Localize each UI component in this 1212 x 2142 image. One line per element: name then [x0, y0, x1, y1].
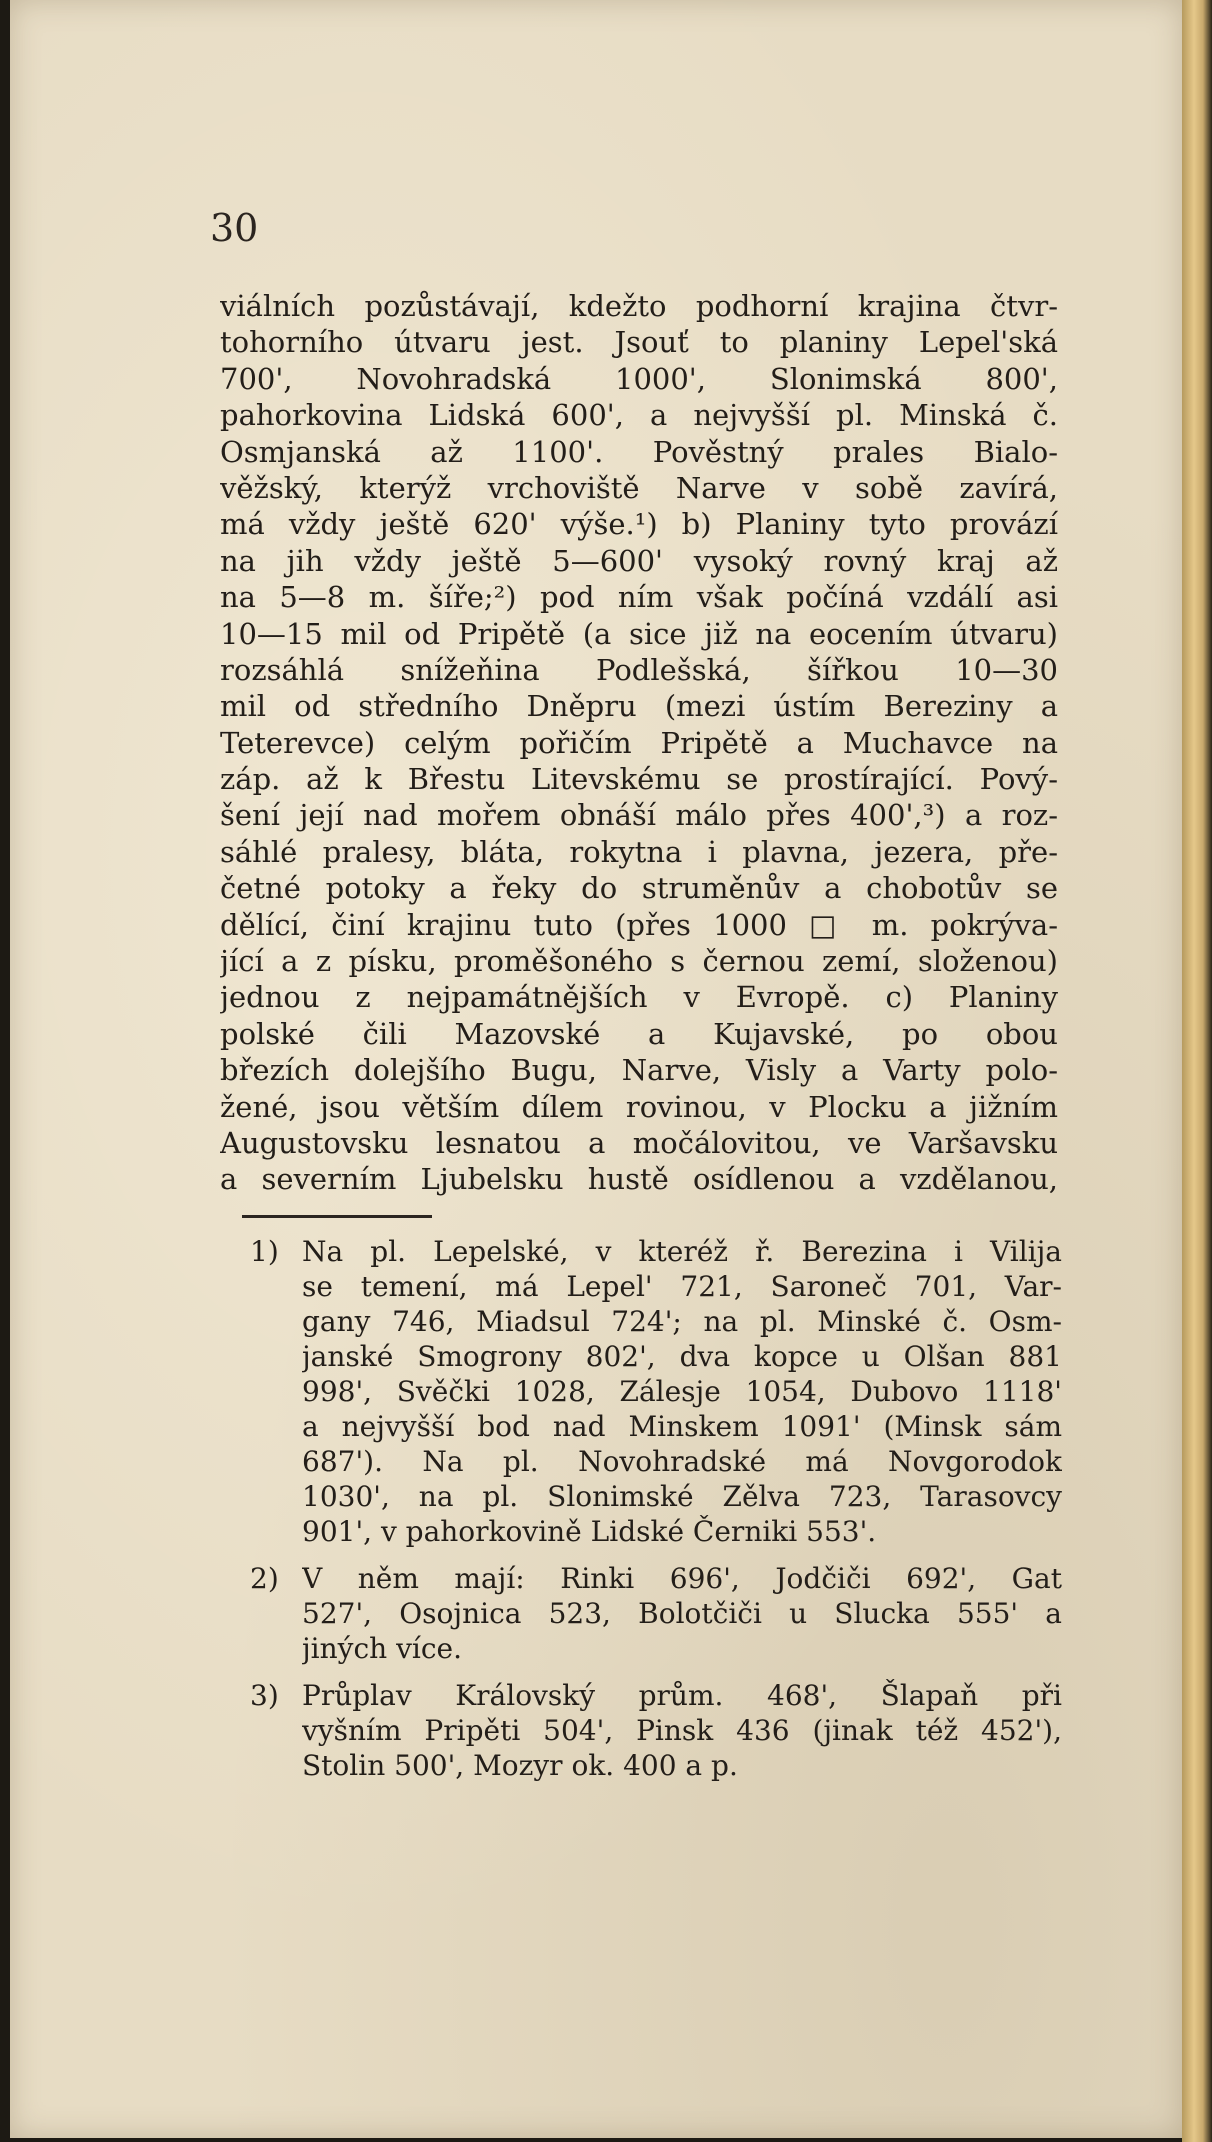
- footnote-marker: 1): [250, 1235, 279, 1268]
- footnote-marker: 2): [250, 1562, 279, 1595]
- page-number: 30: [210, 206, 259, 250]
- body-line: 700', Novohradská 1000', Slonimská 800',: [220, 361, 1058, 396]
- footnote-line: Stolin 500', Mozyr ok. 400 a p.: [302, 1749, 738, 1782]
- footnote-line: 998', Svěčki 1028, Zálesje 1054, Dubovo 1118': [302, 1375, 1062, 1408]
- footnote-3: [250, 1678, 1062, 1783]
- footnote-line: gany 746, Miadsul 724'; na pl. Minské č. Osm-: [302, 1305, 1062, 1338]
- body-line: a severním Ljubelsku hustě osídlenou a vzdělanou,: [220, 1162, 1058, 1197]
- body-line: na 5—8 m. šíře;²) pod ním však počíná vzdálí asi: [220, 580, 1058, 615]
- body-line: žené, jsou větším dílem rovinou, v Plocku a jižním: [220, 1089, 1058, 1124]
- footnotes: [250, 1234, 1062, 1795]
- body-line: pahorkovina Lidská 600', a nejvyšší pl. Minská č.: [220, 398, 1058, 433]
- body-line: má vždy ještě 620' výše.¹) b) Planiny tyto provází: [220, 507, 1058, 542]
- footnote-2: [250, 1561, 1062, 1666]
- footnote-1: [250, 1234, 1062, 1549]
- body-line: mil od středního Dněpru (mezi ústím Bereziny a: [220, 689, 1058, 724]
- footnote-line: 527', Osojnica 523, Bolotčiči u Slucka 555' a: [302, 1597, 1062, 1630]
- body-line: jednou z nejpamátnějších v Evropě. c) Planiny: [220, 980, 1058, 1015]
- body-line: Osmjanská až 1100'. Pověstný prales Bialo-: [220, 434, 1058, 469]
- body-line: 10—15 mil od Pripětě (a sice již na eocením útvaru): [220, 616, 1058, 651]
- body-line: rozsáhlá snížeňina Podlešská, šířkou 10—30: [220, 652, 1058, 687]
- body-line: jící a z písku, proměšoného s černou zemí, složenou): [220, 944, 1058, 979]
- body-line: sáhlé pralesy, bláta, rokytna i plavna, jezera, pře-: [220, 834, 1058, 869]
- body-line: záp. až k Břestu Litevskému se prostírající. Pový-: [220, 762, 1058, 797]
- body-line: na jih vždy ještě 5—600' vysoký rovný kraj až: [220, 543, 1058, 578]
- book-page: [10, 0, 1182, 2138]
- footnote-line: jiných více.: [302, 1632, 463, 1665]
- body-line: Augustovsku lesnatou a močálovitou, ve Varšavsku: [220, 1125, 1058, 1160]
- footnote-line: se temení, má Lepel' 721, Saroneč 701, Var-: [302, 1270, 1062, 1303]
- footnote-line: V něm mají: Rinki 696', Jodčiči 692', Gat: [302, 1562, 1062, 1595]
- footnote-line: janské Smogrony 802', dva kopce u Olšan 881: [302, 1340, 1062, 1373]
- footnote-line: vyšním Pripěti 504', Pinsk 436 (jinak též 452'),: [302, 1714, 1062, 1747]
- footnote-line: a nejvyšší bod nad Minskem 1091' (Minsk sám: [302, 1410, 1062, 1443]
- footnote-divider: [242, 1215, 432, 1218]
- footnote-marker: 3): [250, 1679, 279, 1712]
- body-text: [220, 288, 1058, 1198]
- footnote-line: Průplav Královský prům. 468', Šlapaň při: [302, 1679, 1062, 1712]
- footnote-line: Na pl. Lepelské, v kteréž ř. Berezina i Vilija: [302, 1235, 1062, 1268]
- body-line: dělící, činí krajinu tuto (přes 1000 □ m. pokrýva-: [220, 907, 1058, 942]
- body-line: věžský, kterýž vrchoviště Narve v sobě zavírá,: [220, 470, 1058, 505]
- body-line: šení její nad mořem obnáší málo přes 400',³) a roz-: [220, 798, 1058, 833]
- body-line: polské čili Mazovské a Kujavské, po obou: [220, 1016, 1058, 1051]
- body-line: březích dolejšího Bugu, Narve, Visly a Varty polo-: [220, 1053, 1058, 1088]
- body-line: viálních pozůstávají, kdežto podhorní krajina čtvr-: [220, 289, 1058, 323]
- footnote-line: 1030', na pl. Slonimské Zělva 723, Tarasovcy: [302, 1480, 1062, 1513]
- footnote-line: 901', v pahorkovině Lidské Černiki 553'.: [302, 1515, 877, 1548]
- book-spine-edge: [1182, 0, 1212, 2142]
- footnote-line: 687'). Na pl. Novohradské má Novgorodok: [302, 1445, 1062, 1478]
- body-line: Teterevce) celým pořičím Pripětě a Muchavce na: [220, 725, 1058, 760]
- body-line: tohorního útvaru jest. Jsouť to planiny Lepel'ská: [220, 325, 1058, 360]
- body-line: četné potoky a řeky do struměnův a chobotův se: [220, 871, 1058, 906]
